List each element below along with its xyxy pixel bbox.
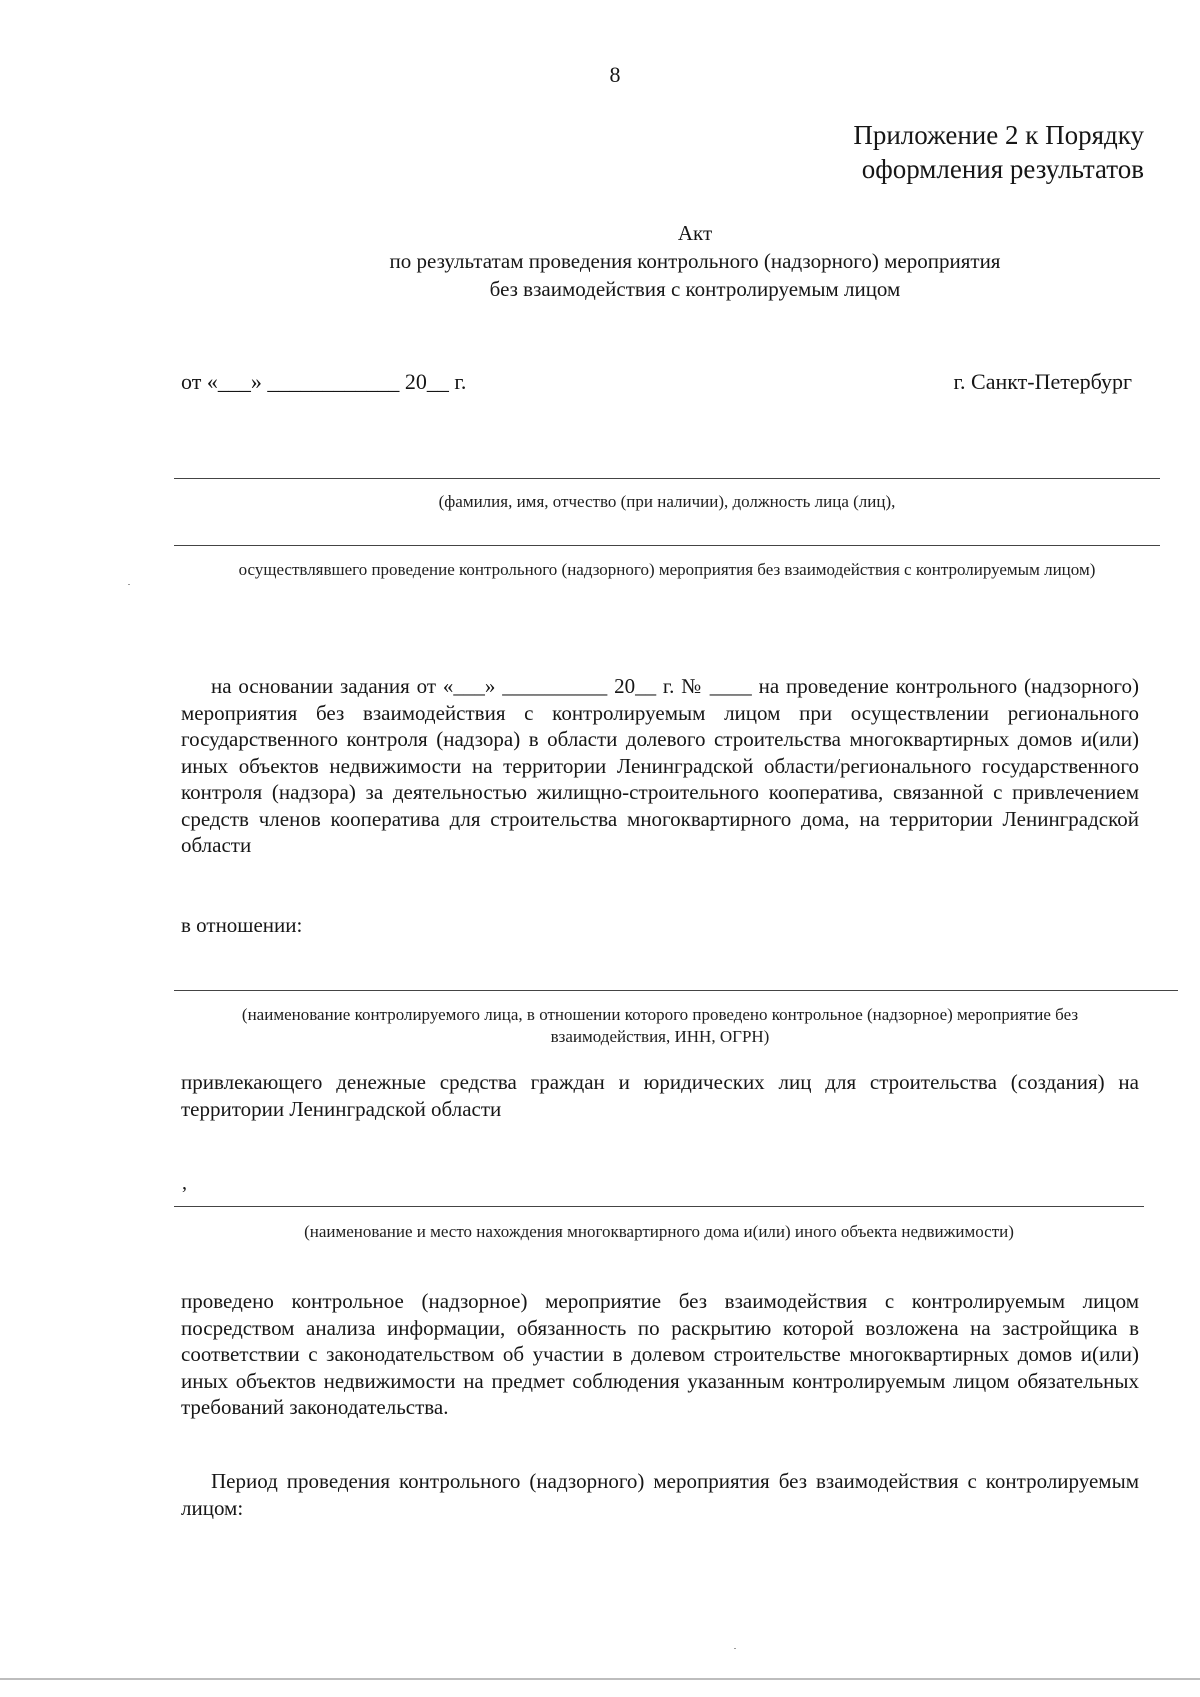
conducted-paragraph: проведено контрольное (надзорное) мероприятие без взаимодействия с контролируемым лицом посредством анализа информации, обязанность по раскрытию которой возложена на застройщика в соответствии с законодательством об участии в долевом строительстве многоквартирных домов и(или) иных объектов недвижимости на предмет соблюдения указанным контролируемым лицом обязательных требований законодательства. (181, 1289, 1139, 1419)
title-line-1: Акт (677, 221, 713, 245)
appendix-line-1: Приложение 2 к Порядку (853, 120, 1144, 150)
period-paragraph: Период проведения контрольного (надзорного) мероприятия без взаимодействия с контролируемым лицом: (181, 1469, 1139, 1520)
scan-speck (128, 584, 130, 585)
inspector-caption-1: (фамилия, имя, отчество (при наличии), должность лица (лиц), (438, 492, 896, 511)
inspector-fill-line-2 (174, 545, 1160, 546)
object-fill-line (174, 1206, 1144, 1207)
attracting-paragraph: привлекающего денежные средства граждан и юридических лиц для строительства (создания) на территории Ленинградской области (181, 1070, 1139, 1121)
page-number: 8 (609, 62, 621, 87)
controlled-entity-fill-line (174, 990, 1178, 991)
controlled-entity-caption: (наименование контролируемого лица, в отношении которого проведено контрольное (надзорное) мероприятие без взаимодействия, ИНН, ОГРН) (241, 1005, 1079, 1046)
comma-mark: , (182, 1172, 187, 1194)
document-title (160, 219, 1200, 303)
inspector-caption-2: осуществлявшего проведение контрольного (надзорного) мероприятия без взаимодействия с контролируемым лицом) (238, 560, 1096, 579)
in-relation-label: в отношении: (181, 913, 303, 937)
title-line-2: по результатам проведения контрольного (надзорного) мероприятия (389, 249, 1001, 273)
inspector-fill-line-1 (174, 478, 1160, 479)
appendix-line-2: оформления результатов (861, 154, 1144, 184)
scan-bottom-edge (0, 1678, 1200, 1680)
title-line-3: без взаимодействия с контролируемым лицом (489, 277, 901, 301)
date-line: от «___» ____________ 20__ г. (181, 369, 467, 394)
basis-paragraph: на основании задания от «___» __________ 20__ г. № ____ на проведение контрольного (надзорного) мероприятия без взаимодействия с контролируемым лицом при осуществлении регионального государственного контроля (надзора) в области долевого строительства многоквартирных домов и(или) иных объектов недвижимости на территории Ленинградской области/регионального государственного контроля (надзора) за деятельностью жилищно-строительного кооператива, связанной с привлечением средств членов кооператива для строительства многоквартирного дома, на территории Ленинградской области (181, 674, 1139, 857)
scan-speck (734, 1648, 736, 1649)
object-caption: (наименование и место нахождения многоквартирного дома и(или) иного объекта недвижимости) (304, 1222, 1014, 1241)
city: г. Санкт-Петербург (953, 369, 1132, 394)
appendix-reference (853, 118, 1144, 186)
